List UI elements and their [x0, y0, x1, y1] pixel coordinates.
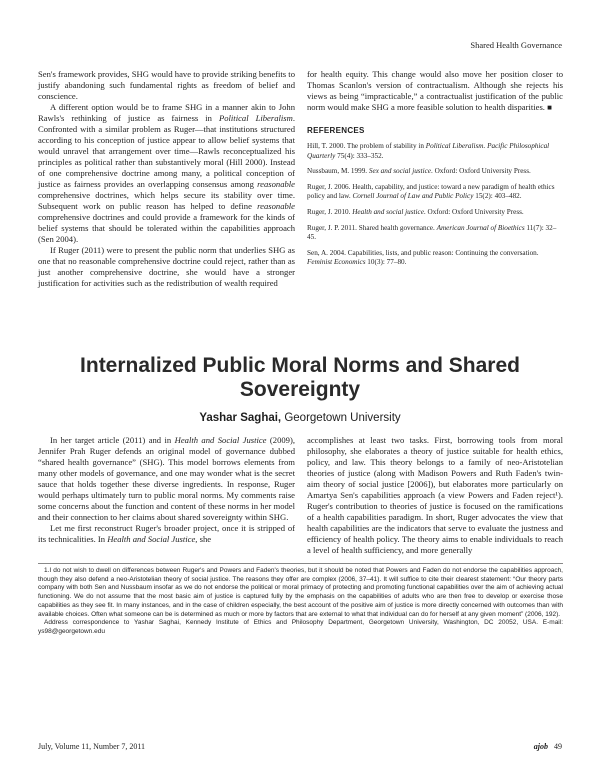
emphasis: reasonable [257, 201, 295, 211]
reference-item: Ruger, J. 2006. Health, capability, and justice: toward a new paradigm of health ethics policy and law. Cornell Journal of Law and Public Policy 15(2): 403–482. [307, 182, 555, 201]
paragraph: If Ruger (2011) were to present the public norm that underlies SHG as one that no reasonable comprehensive doctrine could reject, rather than as just another comprehensive doctrine, she would have a stronger justification for activities such as the redistribution of wealth required [38, 245, 295, 288]
article-title: Internalized Public Moral Norms and Shared Sovereignty [80, 354, 520, 401]
reference-item: Hill, T. 2000. The problem of stability in Political Liberalism. Pacific Philosophical Quarterly 75(4): 333–352. [307, 142, 550, 160]
page-footer [534, 742, 562, 751]
paragraph: In her target article (2011) and in Health and Social Justice (2009), Jennifer Prah Ruger defends an original model of governance dubbed “shared health governance” (SHG). This model borrows elements from many other models of governance, and one may wonder what is the secret sauce that holds together these diverse ingredients. In response, Ruger would perhaps ultimately turn to public moral norms. My comments raise some concerns about the function and content of these norms in her model and their connection to her claims about shared sovereignty within SHG. [38, 435, 295, 522]
author-affiliation: Georgetown University [281, 412, 401, 424]
footnote-1: 1.I do not wish to dwell on differences between Ruger's and Powers and Faden's theories, but it should be noted that Powers and Faden do not endorse the capabilities approach, though they also defend a neo-Aristotelian theory of social justice. The reasons they offer are complex (2006, 37–41). It will suffice to cite their clearest statement: “Our theory parts company with both Sen and Nussbaum insofar as we do not endorse the political or moral primacy of protecting and promoting functional capabilities over the aim of achieving actual functioning. We do not assume that the most basic aim of justice is captured fully by the emphasis on the capabilities of adults who are then free to develop or exercise those capabilities as they see fit. In many instances, and in the case of children especially, the best account of the positive aim of justice is more directly concerned with outcomes than with available choices. Often what someone can be is determined as much or more by factors that are external to what that individual can do for herself at any given moment” (2006, 192). [38, 567, 563, 618]
body-right-column [307, 435, 563, 556]
footnote-divider [38, 563, 563, 564]
book-title: Health and Social Justice [107, 534, 196, 544]
author-name: Yashar Saghai, [199, 412, 282, 424]
page-number: 49 [554, 742, 562, 751]
correspondence-note: Address correspondence to Yashar Saghai, Kennedy Institute of Ethics and Philosophy Department, Georgetown University, Washington, DC 20052, USA. E-mail: ys98@georgetown.edu [38, 619, 563, 635]
running-head: Shared Health Governance [470, 40, 562, 50]
body-left-column [38, 435, 295, 545]
reference-item: Nussbaum, M. 1999. Sex and social justice. Oxford: Oxford University Press. [307, 167, 531, 176]
top-right-column [307, 69, 563, 274]
book-title: Political Liberalism [218, 113, 293, 123]
emphasis: reasonable [257, 179, 295, 189]
end-mark-icon: ■ [547, 103, 552, 112]
paragraph: for health equity. This change would also move her position closer to Thomas Scanlon's version of contractualism. Although she rejects his views as being “impracticable,” a contractualist justification of the public norm would make SHG a more feasible solution to health disparities. ■ [307, 69, 563, 112]
references-heading: REFERENCES [307, 126, 365, 135]
reference-item: Ruger, J. 2010. Health and social justice. Oxford: Oxford University Press. [307, 207, 524, 216]
book-title: Health and Social Justice [174, 435, 267, 445]
issue-info: July, Volume 11, Number 7, 2011 [38, 742, 146, 751]
footnotes [38, 567, 563, 637]
paragraph: Sen's framework provides, SHG would have to provide striking benefits to justify abandoning such fundamental rights as freedom of belief and conscience. [38, 69, 295, 101]
byline [40, 412, 560, 424]
reference-item: Ruger, J. P. 2011. Shared health governance. American Journal of Bioethics 11(7): 32–45. [307, 223, 557, 242]
reference-item: Sen, A. 2004. Capabilities, lists, and public reason: Continuing the conversation. Feminist Economics 10(3): 77–80. [307, 248, 539, 267]
paragraph: accomplishes at least two tasks. First, borrowing tools from moral philosophy, she elaborates a theory of justice suitable for health ethics, policy, and law. This theory belongs to a family of neo-Aristotelian theories of justice (along with Madison Powers and Ruth Faden's twin-aim theory of social justice [2006]), but elaborates more particularly on Amartya Sen's capabilities approach (a view Powers and Faden reject¹). Ruger's contribution to theories of justice is focused on the ramifications of a health capabilities paradigm. In short, Ruger advocates the view that health capabilities are the indicators that serve to evaluate the justness and efficiency of health policy. The theory aims to enable individuals to reach a level of health sufficiency, and more generally [307, 435, 563, 555]
paragraph: A different option would be to frame SHG in a manner akin to John Rawls's rethinking of justice as fairness in Political Liberalism. Confronted with a similar problem as Ruger—that institutions structured according to his conception of justice appear to allow belief systems that would unravel that arrangement over time—Rawls reconceptualized his principles as political rather than substantively moral (Hill 2000). Instead of one comprehensive doctrine among many, a political conception of justice as fairness provides an overlapping consensus among reasonable comprehensive doctrines, which helps secure its stability over time. Subsequent work on public reason has helped to define reasonable comprehensive doctrines and could provide a framework for the kinds of belief systems that should be tolerated within the capabilities approach (Sen 2004). [38, 102, 295, 244]
journal-name: ajob [533, 742, 548, 751]
top-left-column [38, 69, 295, 289]
paragraph: Let me first reconstruct Ruger's broader project, once it is stripped of its technicalities. In Health and Social Justice, she [38, 523, 295, 544]
